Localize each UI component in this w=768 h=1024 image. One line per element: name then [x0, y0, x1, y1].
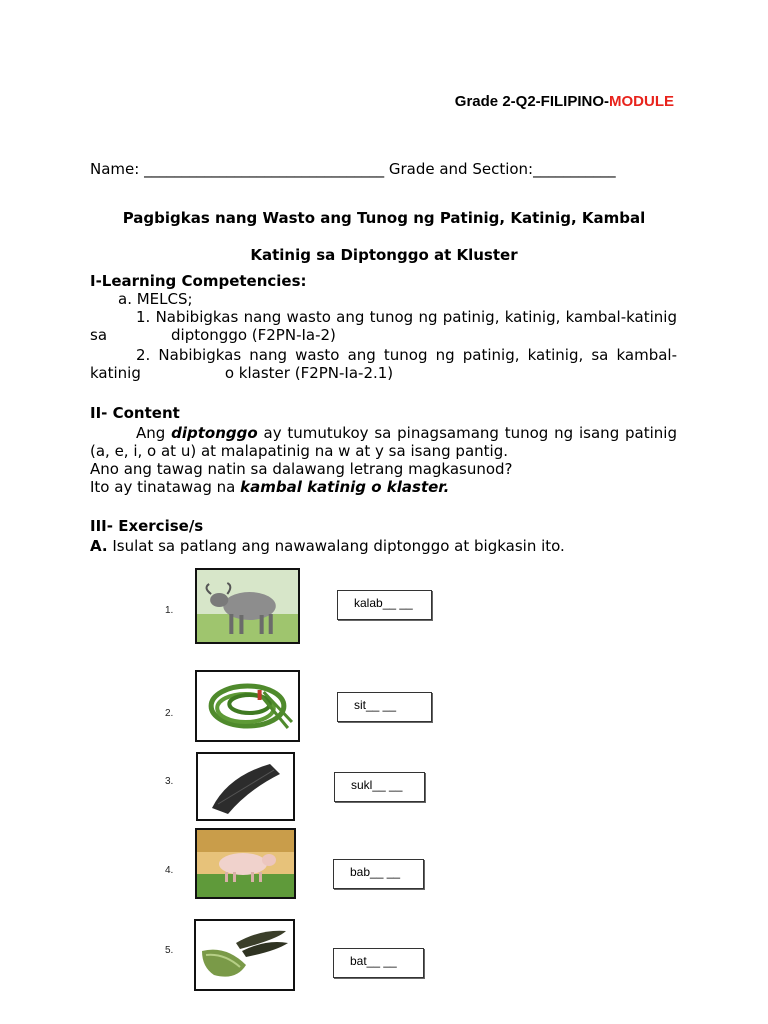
- content-paragraph-1: [90, 424, 677, 460]
- answer-blank: [334, 772, 425, 802]
- header-prefix: Grade 2-Q2-FILIPINO-: [454, 93, 609, 110]
- answer-blank: [333, 948, 424, 978]
- module-header: [455, 93, 674, 110]
- learning-competencies-section: [90, 272, 677, 382]
- exercise-a-label: A.: [90, 537, 108, 555]
- pea-pods-image: [194, 919, 295, 991]
- item-number: 2.: [165, 708, 174, 719]
- exercise-item: [165, 568, 435, 644]
- answer-blank: [337, 590, 432, 620]
- competency-1-text: 1. Nabibigkas nang wasto ang tunog ng patinig, katinig, kambal-katinig: [136, 308, 677, 326]
- name-and-section-line: Name: ________________________________ Grade and Section:___________: [90, 160, 616, 178]
- competency-2: [90, 346, 677, 382]
- competency-2-code: o klaster (F2PN-Ia-2.1): [224, 364, 394, 382]
- content-p1-post: ay tumutukoy sa pinagsamang tunog ng isang patinig (a, e, i, o at u) at malapatinig na w at y sa isang pantig.: [90, 424, 677, 460]
- exercise-section: [90, 517, 677, 555]
- answer-blank: [333, 859, 424, 889]
- exercise-heading: III- Exercise/s: [90, 517, 204, 535]
- answer-blank-text: kalab__ __: [354, 596, 413, 610]
- string-beans-image: [195, 670, 300, 742]
- item-number: 5.: [165, 945, 174, 956]
- content-question: Ano ang tawag natin sa dalawang letrang magkasunod?: [90, 460, 513, 478]
- melcs-label: a. MELCS;: [118, 290, 193, 308]
- exercise-item: [165, 919, 435, 995]
- kambal-katinig-term: kambal katinig o klaster.: [240, 478, 450, 496]
- competency-1: [90, 308, 677, 344]
- exercise-a-text: Isulat sa patlang ang nawawalang diptonggo at bigkasin ito.: [107, 537, 565, 555]
- competency-1-cont: sa: [90, 326, 108, 344]
- content-p1-pre: Ang: [136, 424, 172, 442]
- answer-blank: [337, 692, 432, 722]
- pig-image: [195, 828, 296, 899]
- content-answer: [90, 478, 677, 496]
- answer-blank-text: sit__ __: [354, 698, 397, 712]
- exercise-item: [165, 828, 435, 904]
- learning-competencies-heading: I-Learning Competencies:: [90, 272, 307, 290]
- competency-1-code: diptonggo (F2PN-Ia-2): [171, 326, 336, 344]
- diptonggo-term: diptonggo: [171, 424, 258, 442]
- answer-blank-text: bat__ __: [350, 954, 397, 968]
- carabao-image: [195, 568, 300, 644]
- content-heading: II- Content: [90, 404, 180, 422]
- answer-blank-text: bab__ __: [350, 865, 401, 879]
- header-module-label: MODULE: [609, 93, 674, 110]
- content-p3-pre: Ito ay tinatawag na: [90, 478, 241, 496]
- exercise-items: [165, 565, 435, 1000]
- competency-2-cont: katinig: [90, 364, 141, 382]
- content-section: [90, 404, 677, 496]
- lesson-title-line1: Pagbigkas nang Wasto ang Tunog ng Patinig, Katinig, Kambal: [122, 209, 646, 227]
- item-number: 3.: [165, 776, 174, 787]
- exercise-a-instruction: [90, 537, 677, 555]
- item-number: 1.: [165, 605, 174, 616]
- lesson-title-line2: Katinig sa Diptonggo at Kluster: [250, 246, 518, 264]
- item-number: 4.: [165, 865, 174, 876]
- exercise-item: [165, 670, 435, 746]
- exercise-item: [165, 750, 435, 826]
- competency-2-text: 2. Nabibigkas nang wasto ang tunog ng patinig, katinig, sa kambal-: [136, 346, 677, 364]
- answer-blank-text: sukl__ __: [351, 778, 403, 792]
- comb-image: [196, 752, 295, 821]
